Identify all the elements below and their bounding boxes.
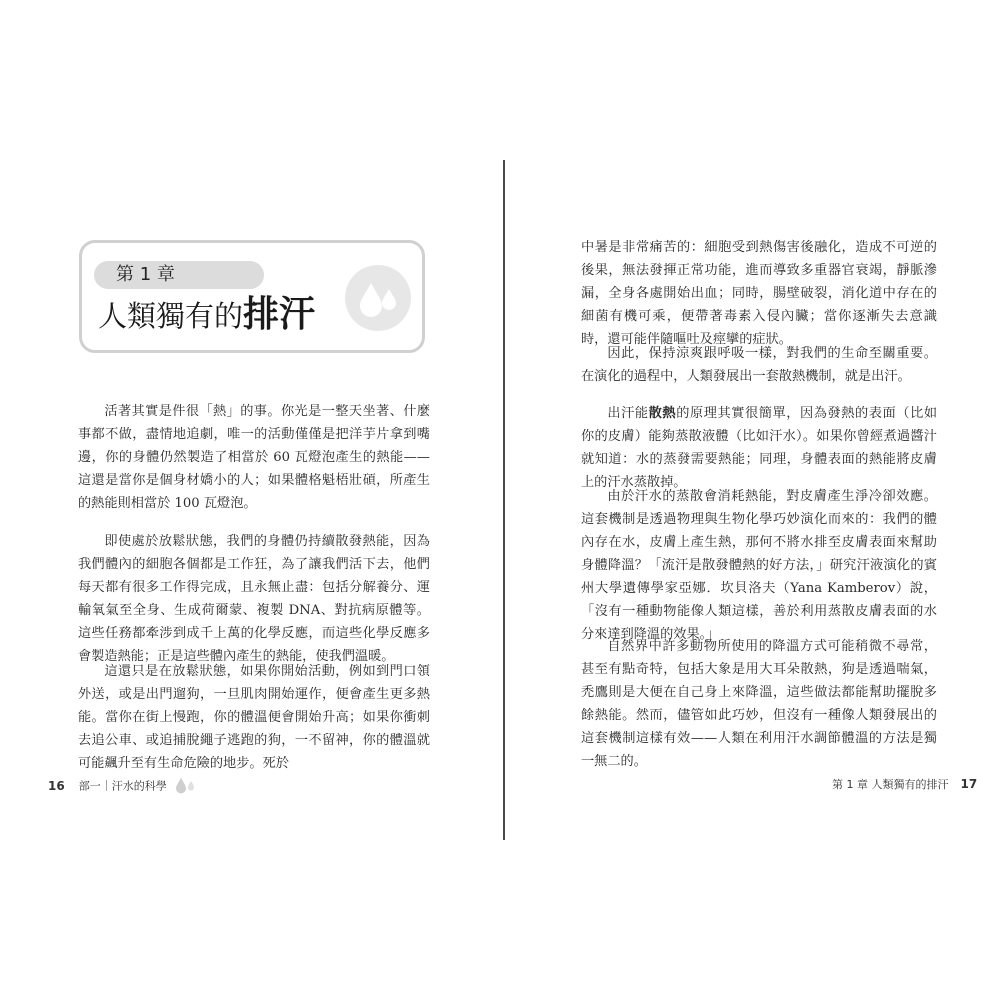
chapter-title-prefix: 人類獨有的 (98, 299, 244, 333)
left-paragraph-1: 活著其實是件很「熱」的事。你光是一整天坐著、什麼事都不做，盡情地追劇，唯一的活動僅僅是把洋芋片拿到嘴邊，你的身體仍然製造了相當於 60 瓦燈泡產生的熱能——這還是當你是個身材嬌小的人；如果體格魁梧壯碩，所產生的熱能則相當於 100 瓦燈泡。 (78, 404, 430, 511)
emphasis-keyword: 散熱 (648, 406, 677, 421)
right-paragraph-3: 出汗能散熱的原理其實很簡單，因為發熱的表面（比如你的皮膚）能夠蒸散液體（比如汗水）。如果你曾經煮過醬汁就知道：水的蒸發需要熱能；同理，身體表面的熱能將皮膚上的汗水蒸散掉。 (581, 406, 938, 490)
chapter-title-emphasis: 排汗 (243, 294, 316, 335)
running-chapter-title: 第 1 章 人類獨有的排汗 (832, 778, 949, 791)
right-footer (832, 776, 977, 792)
section-label: 部一｜汗水的科學 (78, 779, 167, 793)
right-paragraph-5: 自然界中許多動物所使用的降溫方式可能稍微不尋常，甚至有點奇特，包括大象是用大耳朵散熱，狗是透過喘氣，禿鷹則是大便在自己身上來降溫，這些做法都能幫助擺脫多餘熱能。然而，儘管如此巧妙，但沒有一種像人類發展出的這套機制這樣有效——人類在利用汗水調節體溫的方法是獨一無二的。 (581, 639, 937, 769)
left-paragraph-3: 這還只是在放鬆狀態，如果你開始活動，例如到門口領外送，或是出門遛狗，一旦肌肉開始運作，便會產生更多熱能。當你在街上慢跑，你的體溫便會開始升高；如果你衝刺去追公車、或追捕脫繩子逃跑的狗，一不留神，你的體溫就可能飆升至有生命危險的地步。死於 (78, 664, 430, 771)
chapter-number-label: 第 1 章 (94, 261, 264, 289)
right-paragraph-1: 中暑是非常痛苦的：細胞受到熱傷害後融化，造成不可逆的後果，無法發揮正常功能，進而導致多重器官衰竭，靜脈滲漏，全身各處開始出血；同時，腸壁破裂，消化道中存在的細菌有機可乘，便帶著毒素入侵內臟；當你逐漸失去意識時，還可能伴隨嘔吐及痙攣的症狀。 (581, 240, 937, 347)
right-paragraph-4: 由於汗水的蒸散會消耗熱能，對皮膚產生淨冷卻效應。這套機制是透過物理與生物化學巧妙演化而來的：我們的體內存在水，皮膚上產生熱，那何不將水排至皮膚表面來幫助身體降溫？「流汗是散發體熱的好方法，」研究汗液演化的賓州大學遺傳學家亞娜．坎貝洛夫（Yana Kamberov）說，「沒有一種動物能像人類這樣，善於利用蒸散皮膚表面的水分來達到降溫的效果。」 (581, 489, 937, 642)
left-paragraph-2: 即使處於放鬆狀態，我們的身體仍持續散發熱能，因為我們體內的細胞各個都是工作狂，為了讓我們活下去，他們每天都有很多工作得完成，且永無止盡：包括分解養分、運輸氧氣至全身、生成荷爾蒙、複製 DNA、對抗病原體等。這些任務都牽涉到成千上萬的化學反應，而這些化學反應多會製造熱能；正是這些體內產生的熱能，使我們溫暖。 (78, 534, 430, 664)
page-number-left: 16 (48, 778, 65, 793)
page-number-right: 17 (960, 777, 978, 791)
right-paragraph-2: 因此，保持涼爽跟呼吸一樣，對我們的生命至關重要。在演化的過程中，人類發展出一套散熱機制，就是出汗。 (581, 346, 937, 384)
